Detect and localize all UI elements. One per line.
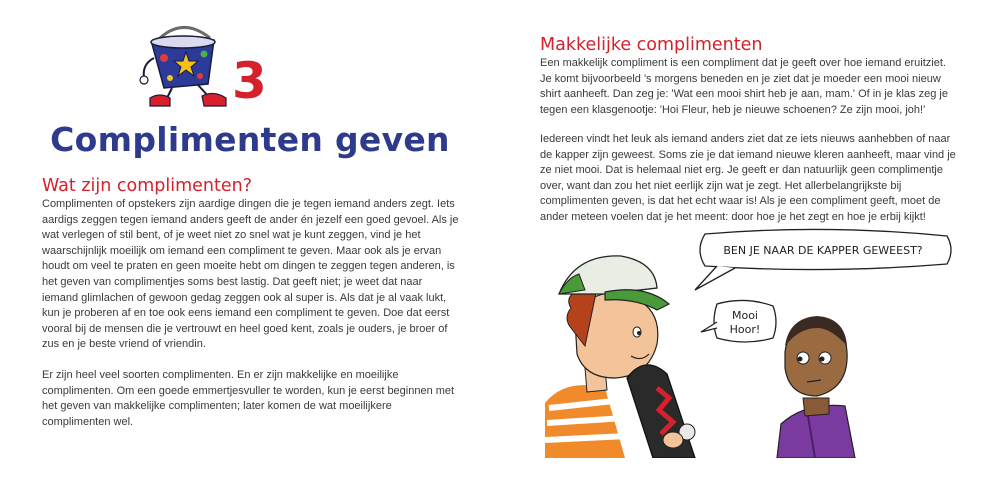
speech-bubble-mooi-text-2: Hoor! <box>729 323 761 336</box>
bucket-mascot-illustration <box>130 18 240 110</box>
comic-illustration <box>545 228 955 458</box>
right-paragraph-1: Een makkelijk compliment is een compliment dat je geeft over hoe iemand eruitziet. Je komt bijvoorbeeld 's morgens beneden en je ziet dat je moeder een mooi nieuw shirt aanheeft. Dan zeg je: 'Wat een mooi shirt heb je aan, mam.' Of in je klas zeg je tegen een klasgenootje: 'Hoi Fleur, heb je nieuwe schoenen? Ze zijn mooi, joh!' <box>540 57 948 116</box>
right-paragraph-2: Iedereen vindt het leuk als iemand anders ziet dat ze iets nieuws aanhebben of naar de kapper zijn geweest. Soms zie je dat iemand nieuwe kleren aanheeft, maar vind je ze niet mooi. Dat is helemaal niet erg. Je geeft er dan natuurlijk geen complimentje over, want dan zou het niet eerlijk zijn wat je zegt. Het allerbelangrijkste bij complimenten geven, is dat het echt waar is! Als je een compliment geeft, moet de ander meteen voelen dat je het meent: door hoe je het zegt en hoe je erbij kijkt! <box>540 133 956 223</box>
speech-bubble-mooi-hoor <box>701 300 776 342</box>
chapter-number: 3 <box>232 52 267 110</box>
left-paragraph-2: Er zijn heel veel soorten complimenten. En er zijn makkelijke en moeilijke complimenten. Om een goede emmertjesvuller te worden, kun je eerst beginnen met het geven van makkelijke complimenten; later komen de wat moeilijkere complimenten wel. <box>42 369 455 428</box>
left-paragraph-1: Complimenten of opstekers zijn aardige dingen die je tegen iemand anders zegt. Iets aardigs zeggen tegen iemand anders geeft de ander én jezelf een goed gevoel. Als je wat verlegen of stil bent, of je weet niet zo snel wat je kunt zeggen, vind je het waarschijnlijk moeilijk om iemand een compliment te geven. Maar ook als je ervan houdt om veel te praten en geen moeite hebt om dingen te zeggen tegen anderen, is het geven van complimentjes soms best lastig. Dat geeft niet; je weet dat naar iemand glimlachen of gewoon gedag zeggen ook al super is. Als dat je al vaak lukt, kun je proberen af en toe ook eens iemand een compliment te geven. Doe dat eerst vooral bij de mensen die je vertrouwt en heel goed kent, zoals je ouders, je broer of zus en je beste vriend of vriendin. <box>42 198 459 351</box>
speech-bubble-kapper <box>695 229 951 290</box>
speech-bubble-kapper-text: BEN JE NAAR DE KAPPER GEWEEST? <box>723 244 923 257</box>
section-heading-wat-zijn-complimenten: Wat zijn complimenten? <box>42 176 253 196</box>
section-heading-makkelijke-complimenten: Makkelijke complimenten <box>540 35 763 55</box>
chapter-title: Complimenten geven <box>50 120 450 159</box>
boy-in-purple-jacket <box>777 316 855 458</box>
boy-with-cap-and-skateboard <box>545 256 695 458</box>
speech-bubble-mooi-text-1: Mooi <box>731 309 759 322</box>
